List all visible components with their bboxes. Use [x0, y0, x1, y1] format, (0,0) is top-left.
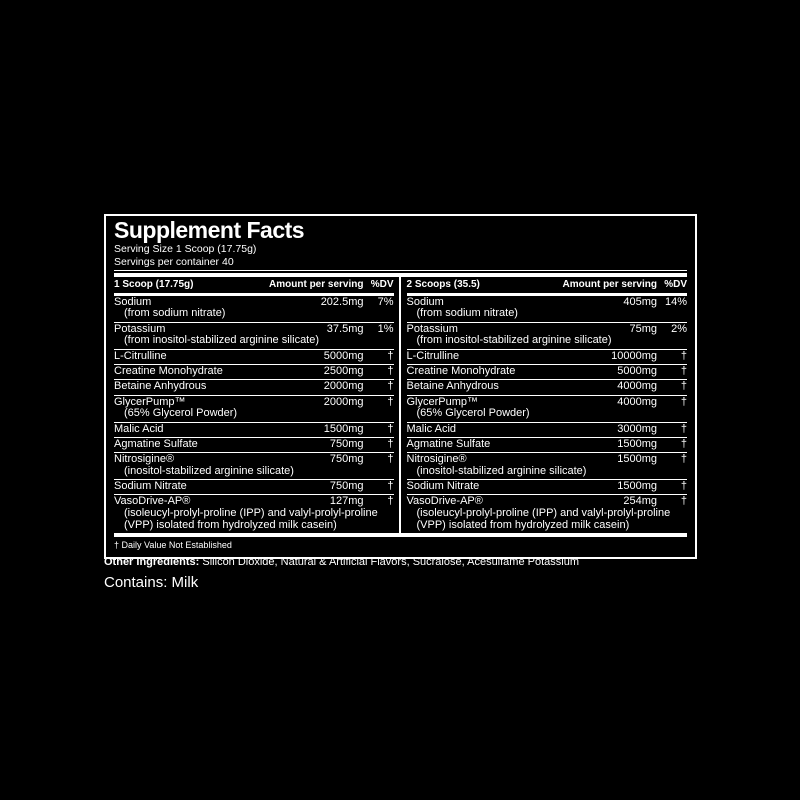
column-header-amount: Amount per serving — [269, 278, 364, 290]
ingredient-name: Sodium Nitrate — [406, 480, 480, 493]
ingredient-row — [407, 423, 688, 438]
ingredient-name: Potassium — [406, 322, 458, 335]
ingredient-row — [114, 396, 394, 423]
ingredient-name: Nitrosigine® — [114, 453, 175, 466]
ingredient-name: Sodium — [114, 295, 152, 308]
ingredient-amount: 750mg — [329, 453, 364, 466]
ingredient-subtext: (inositol-stabilized arginine silicate) — [124, 464, 294, 477]
ingredient-amount: 750mg — [329, 480, 364, 493]
ingredient-dv: † — [387, 480, 394, 493]
ingredient-subtext: (from sodium nitrate) — [416, 307, 518, 320]
ingredient-subtext: (from inositol-stabilized arginine silicate) — [416, 334, 612, 347]
ingredient-row — [407, 396, 688, 423]
ingredient-row — [114, 296, 394, 323]
other-ingredients — [104, 555, 724, 569]
ingredient-row-main — [407, 481, 688, 493]
ingredient-dv: 14% — [664, 295, 687, 308]
servings-per-container: Servings per container 40 — [114, 256, 234, 269]
ingredient-dv: † — [387, 453, 394, 466]
ingredient-dv: † — [680, 480, 687, 493]
column-header-dv: %DV — [664, 278, 687, 290]
ingredient-amount: 1500mg — [617, 437, 657, 450]
ingredient-dv: 7% — [377, 295, 394, 308]
ingredient-name: VasoDrive-AP® — [114, 495, 191, 508]
ingredient-row — [114, 350, 394, 365]
ingredient-subtext: (65% Glycerol Powder) — [124, 407, 238, 420]
ingredient-subtext: (isoleucyl-prolyl-proline (IPP) and valyl-prolyl-proline (VPP) isolated from hydrolyzed milk casein) — [124, 507, 378, 531]
ingredient-row-main — [114, 351, 394, 363]
facts-columns — [114, 277, 687, 534]
ingredient-amount: 202.5mg — [320, 295, 364, 308]
ingredient-dv: † — [680, 395, 687, 408]
ingredient-amount: 1500mg — [617, 453, 657, 466]
other-ingredients-label: Other Ingredients: — [104, 556, 200, 568]
column-header-amount: Amount per serving — [562, 278, 657, 290]
ingredient-dv: † — [680, 495, 687, 508]
ingredient-dv: † — [387, 395, 394, 408]
ingredient-dv: † — [680, 437, 687, 450]
column-two-scoops — [401, 277, 688, 534]
ingredient-row — [407, 365, 688, 380]
ingredient-row-main — [407, 351, 688, 363]
ingredient-amount: 3000mg — [617, 422, 657, 435]
ingredient-dv: † — [387, 349, 394, 362]
ingredient-row-main — [407, 366, 688, 378]
ingredient-name: Sodium — [406, 295, 444, 308]
ingredient-name: Creatine Monohydrate — [406, 364, 516, 377]
ingredient-dv: † — [680, 453, 687, 466]
ingredient-dv: † — [680, 349, 687, 362]
ingredient-rows — [407, 296, 688, 534]
ingredient-name: L-Citrulline — [114, 349, 167, 362]
ingredient-row-main — [407, 424, 688, 436]
ingredient-name: Agmatine Sulfate — [114, 437, 198, 450]
ingredient-subtext: (inositol-stabilized arginine silicate) — [416, 464, 587, 477]
hairline-divider — [114, 270, 687, 271]
ingredient-amount: 5000mg — [617, 364, 657, 377]
ingredient-row — [114, 453, 394, 480]
ingredient-row — [114, 495, 394, 533]
ingredient-dv: † — [387, 380, 394, 393]
ingredient-amount: 127mg — [329, 495, 364, 508]
ingredient-amount: 4000mg — [617, 395, 657, 408]
ingredient-subtext: (65% Glycerol Powder) — [416, 407, 530, 420]
ingredient-dv: † — [680, 364, 687, 377]
column-header-dv: %DV — [370, 278, 394, 290]
ingredient-row — [114, 438, 394, 453]
ingredient-row — [407, 380, 688, 395]
ingredient-amount: 2000mg — [323, 380, 364, 393]
ingredient-name: GlycerPump™ — [114, 395, 186, 408]
ingredient-subtext: (isoleucyl-prolyl-proline (IPP) and valyl-prolyl-proline (VPP) isolated from hydrolyzed milk casein) — [416, 507, 671, 531]
ingredient-amount: 750mg — [329, 437, 364, 450]
ingredient-row — [407, 480, 688, 495]
ingredient-name: GlycerPump™ — [406, 395, 479, 408]
ingredient-rows — [114, 296, 394, 534]
ingredient-subtext: (from inositol-stabilized arginine silicate) — [124, 334, 320, 347]
ingredient-row — [114, 323, 394, 350]
ingredient-subtext: (from sodium nitrate) — [124, 307, 226, 320]
ingredient-name: Creatine Monohydrate — [114, 364, 223, 377]
ingredient-row-main — [114, 366, 394, 378]
ingredient-name: Sodium Nitrate — [114, 480, 187, 493]
supplement-facts-panel — [104, 214, 697, 559]
ingredient-row — [114, 480, 394, 495]
ingredient-amount: 2000mg — [323, 395, 364, 408]
ingredient-name: Betaine Anhydrous — [114, 380, 207, 393]
ingredient-row — [407, 453, 688, 480]
ingredient-name: Betaine Anhydrous — [406, 380, 499, 393]
ingredient-name: Agmatine Sulfate — [406, 437, 491, 450]
ingredient-amount: 5000mg — [323, 349, 364, 362]
ingredient-row — [407, 323, 688, 350]
ingredient-row-main — [114, 381, 394, 393]
ingredient-dv: † — [387, 437, 394, 450]
ingredient-row-main — [114, 439, 394, 451]
ingredient-name: L-Citrulline — [406, 349, 460, 362]
ingredient-row — [407, 350, 688, 365]
ingredient-row — [407, 296, 688, 323]
ingredient-dv: † — [387, 364, 394, 377]
other-ingredients-list: Silicon Dioxide, Natural & Artificial Flavors, Sucralose, Acesulfame Potassium — [199, 556, 579, 568]
ingredient-amount: 10000mg — [611, 349, 657, 362]
serving-size: Serving Size 1 Scoop (17.75g) — [114, 243, 257, 256]
ingredient-amount: 405mg — [623, 295, 657, 308]
ingredient-row — [114, 380, 394, 395]
column-header — [114, 277, 394, 296]
column-header-serving: 1 Scoop (17.75g) — [114, 278, 194, 290]
ingredient-dv: † — [387, 422, 394, 435]
ingredient-row-main — [407, 381, 688, 393]
ingredient-amount: 1500mg — [617, 480, 657, 493]
ingredient-dv: 2% — [671, 322, 687, 335]
ingredient-row-main — [114, 424, 394, 436]
ingredient-row-main — [114, 481, 394, 493]
ingredient-amount: 37.5mg — [326, 322, 364, 335]
ingredient-row — [114, 365, 394, 380]
column-one-scoop — [114, 277, 401, 534]
ingredient-name: Nitrosigine® — [406, 453, 467, 466]
ingredient-dv: 1% — [377, 322, 394, 335]
ingredient-name: Potassium — [114, 322, 166, 335]
ingredient-amount: 2500mg — [323, 364, 364, 377]
panel-title: Supplement Facts — [114, 217, 305, 243]
ingredient-row-main — [407, 439, 688, 451]
ingredient-dv: † — [680, 422, 687, 435]
ingredient-amount: 75mg — [629, 322, 657, 335]
ingredient-row — [407, 438, 688, 453]
contains-statement: Contains: Milk — [104, 574, 199, 591]
ingredient-amount: 254mg — [623, 495, 657, 508]
ingredient-row — [407, 495, 688, 533]
ingredient-row — [114, 423, 394, 438]
ingredient-name: Malic Acid — [406, 422, 457, 435]
column-header — [407, 277, 688, 296]
ingredient-dv: † — [387, 495, 394, 508]
ingredient-name: Malic Acid — [114, 422, 164, 435]
dv-footnote: † Daily Value Not Established — [114, 540, 232, 551]
ingredient-dv: † — [680, 380, 687, 393]
ingredient-name: VasoDrive-AP® — [406, 495, 483, 508]
column-header-serving: 2 Scoops (35.5) — [406, 278, 480, 290]
ingredient-amount: 1500mg — [323, 422, 364, 435]
ingredient-amount: 4000mg — [617, 380, 657, 393]
